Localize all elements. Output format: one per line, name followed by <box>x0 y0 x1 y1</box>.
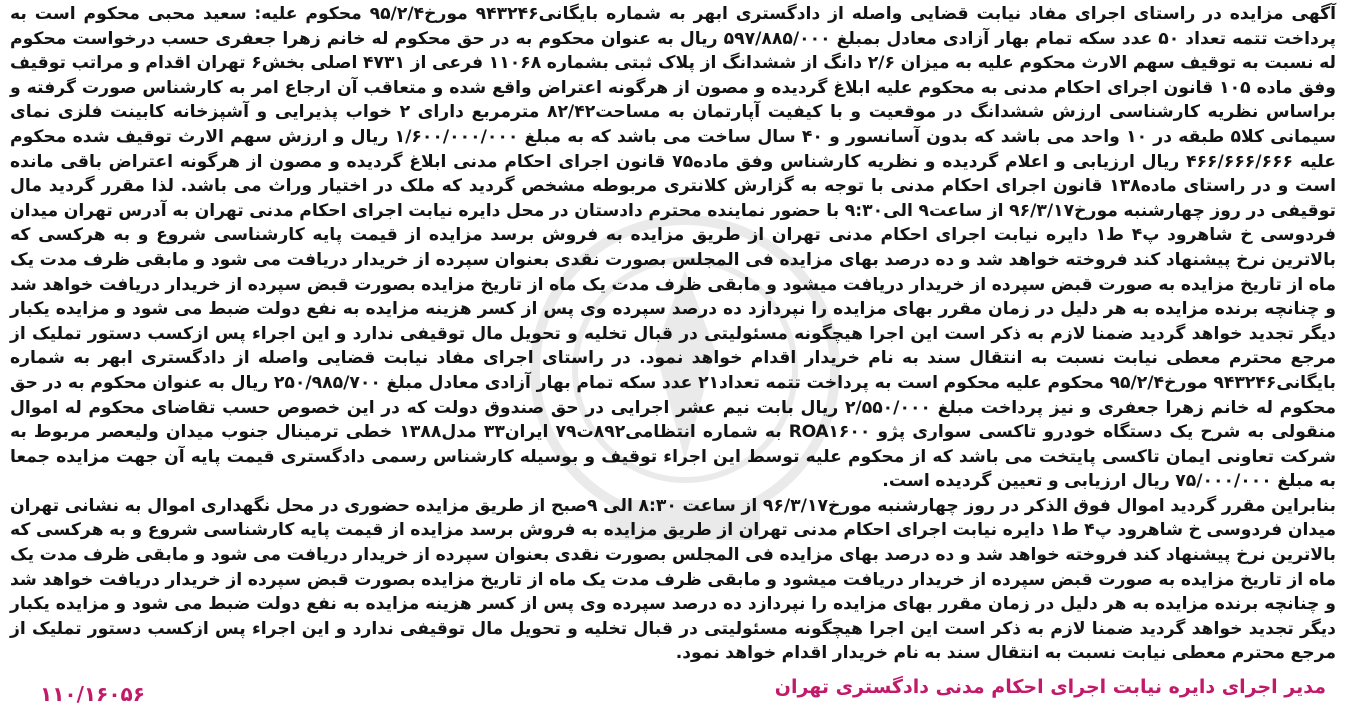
ad-code: ۱۱۰/۱۶۰۵۶ <box>40 682 145 706</box>
notice-footer <box>10 676 1336 706</box>
notice-paragraph-2: بنابراین مقرر گردید اموال فوق الذکر در روز چهارشنبه مورخ۹۶/۳/۱۷ از ساعت ۸:۳۰ الی ۹صبح از طریق مزایده حضوری در محل نگهداری اموال به نشانی تهران میدان فردوسی خ شاهرود پ۴ ط۱ دایره نیابت اجرای احکام مدنی تهران از طریق مزایده به فروش برسد مزایده از قیمت پایه کارشناسی شروع و به هرکسی که بالاترین نرخ پیشنهاد کند فروخته خواهد شد و ده درصد بهای مزایده فی المجلس بصورت نقدی بعنوان سپرده از خریدار دریافت می شود و مابقی ظرف مدت یک ماه از تاریخ مزایده به صورت قبض سپرده از خریدار دریافت میشود و مابقی ظرف مدت یک ماه از تاریخ مزایده بصورت قبض سپرده از خریدار دریافت خواهد شد و چنانچه برنده مزایده به هر دلیل در زمان مقرر بهای مزایده را نپردازد ده درصد سپرده وی پس از کسر هزینه مزایده به نفع دولت ضبط می شود و مزایده یکبار دیگر تجدید خواهد گردید ضمنا لازم به ذکر است این اجرا هیچگونه مسئولیتی در قبال تخلیه و تحویل مال توقیفی ندارد و این اجراء پس ازکسب دستور تملیک از مرجع محترم معطی نیابت نسبت به انتقال سند به نام خریدار اقدام خواهد نمود. <box>10 495 1336 664</box>
notice-paragraph-1: آگهی مزایده در راستای اجرای مفاد نیابت قضایی واصله از دادگستری ابهر به شماره بایگانی۹۴۳۲۴۶ مورخ۹۵/۲/۴ محکوم علیه: سعید محبی محکوم است به پرداخت تتمه تعداد ۵۰ عدد سکه تمام بهار آزادی معادل بمبلغ ۵۹۷/۸۸۵/۰۰۰ ریال به عنوان محکوم به در حق محکوم له خانم زهرا جعفری حسب درخواست محکوم له نسبت به توقیف سهم الارث محکوم علیه به میزان ۲/۶ دانگ از ششدانگ از پلاک ثبتی بشماره ۱۱۰۶۸ فرعی از ۴۷۳۱ اصلی بخش۶ تهران اقدام و مراتب توقیف وفق ماده ۱۰۵ قانون اجرای احکام مدنی به محکوم علیه ابلاغ گردیده و مصون از هرگونه اعتراض واقع شده و متعاقب آن ارجاع امر به کارشناس صورت گرفته و براساس نظریه کارشناسی ارزش ششدانگ در موقعیت و با کیفیت آپارتمان به مساحت۸۲/۴۲ مترمربع دارای ۲ خواب پذیرایی و آشپزخانه کابینت فلزی نمای سیمانی کلا۵ طبقه در ۱۰ واحد می باشد که بدون آسانسور و ۴۰ سال ساخت می باشد که به مبلغ ۱/۶۰۰/۰۰۰/۰۰۰ ریال و ارزش سهم الارث توقیف شده محکوم علیه ۴۶۶/۶۶۶/۶۶۶ ریال ارزیابی و اعلام گردیده و نظریه کارشناس وفق ماده۷۵ قانون اجرای احکام مدنی ابلاغ گردیده و مصون از هرگونه اعتراض باقی مانده است و در راستای ماده۱۳۸ قانون اجرای احکام مدنی با توجه به گزارش کلانتری مربوطه مشخص گردید که ملک در اختیار وراث می باشد. لذا مقرر گردید مال توقیفی در روز چهارشنبه مورخ۹۶/۳/۱۷ از ساعت۹ الی۹:۳۰ با حضور نماینده محترم دادستان در محل دایره نیابت اجرای احکام مدنی تهران به آدرس تهران میدان فردوسی خ شاهرود پ۴ ط۱ دایره نیابت اجرای احکام مدنی تهران از طریق مزایده به فروش برسد مزایده از قیمت پایه کارشناسی شروع و به هرکسی که بالاترین نرخ پیشنهاد کند فروخته خواهد شد و ده درصد بهای مزایده فی المجلس بصورت نقدی بعنوان سپرده از خریدار دریافت می شود و مابقی ظرف مدت یک ماه از تاریخ مزایده به صورت قبض سپرده از خریدار دریافت میشود و مابقی ظرف مدت یک ماه از تاریخ مزایده بصورت قبض سپرده از خریدار دریافت خواهد شد و چنانچه برنده مزایده به هر دلیل در زمان مقرر بهای مزایده را نپردازد ده درصد سپرده وی پس از کسر هزینه مزایده به نفع دولت ضبط می شود و مزایده یکبار دیگر تجدید خواهد گردید ضمنا لازم به ذکر است این اجرا هیچگونه مسئولیتی در قبال تخلیه و تحویل مال توقیفی ندارد و این اجراء پس ازکسب دستور تملیک از مرجع محترم معطی نیابت نسبت به انتقال سند به نام خریدار اقدام خواهد نمود. در راستای اجرای مفاد نیابت قضایی واصله از دادگستری ابهر به شماره بایگانی۹۴۳۲۴۶ مورخ۹۵/۲/۴ محکوم علیه محکوم است به پرداخت تتمه تعداد۲۱ عدد سکه تمام بهار آزادی معادل مبلغ ۲۵۰/۹۸۵/۷۰۰ ریال به عنوان محکوم به در حق محکوم له خانم زهرا جعفری و نیز پرداخت مبلغ ۲/۵۵۰/۰۰۰ ریال بابت نیم عشر اجرایی در حق صندوق دولت که در این خصوص حسب تقاضای محکوم له اموال منقولی به شرح یک دستگاه خودرو تاکسی سواری پژو ROA۱۶۰۰ به شماره انتظامی۸۹۲ت۷۹ ایران۳۳ مدل۱۳۸۸ خطی ترمینال جنوب میدان ولیعصر مربوط به شرکت تعاونی ایمان تاکسی پایتخت می باشد که از محکوم علیه توسط این اجراء توقیف و بوسیله کارشناس رسمی دادگستری قیمت پایه آن جهت مزایده جمعا به مبلغ ۷۵/۰۰۰/۰۰۰ ریال ارزیابی و تعیین گردیده است. <box>10 4 1337 492</box>
signature-line: مدیر اجرای دایره نیابت اجرای احکام مدنی دادگستری تهران <box>774 676 1326 698</box>
